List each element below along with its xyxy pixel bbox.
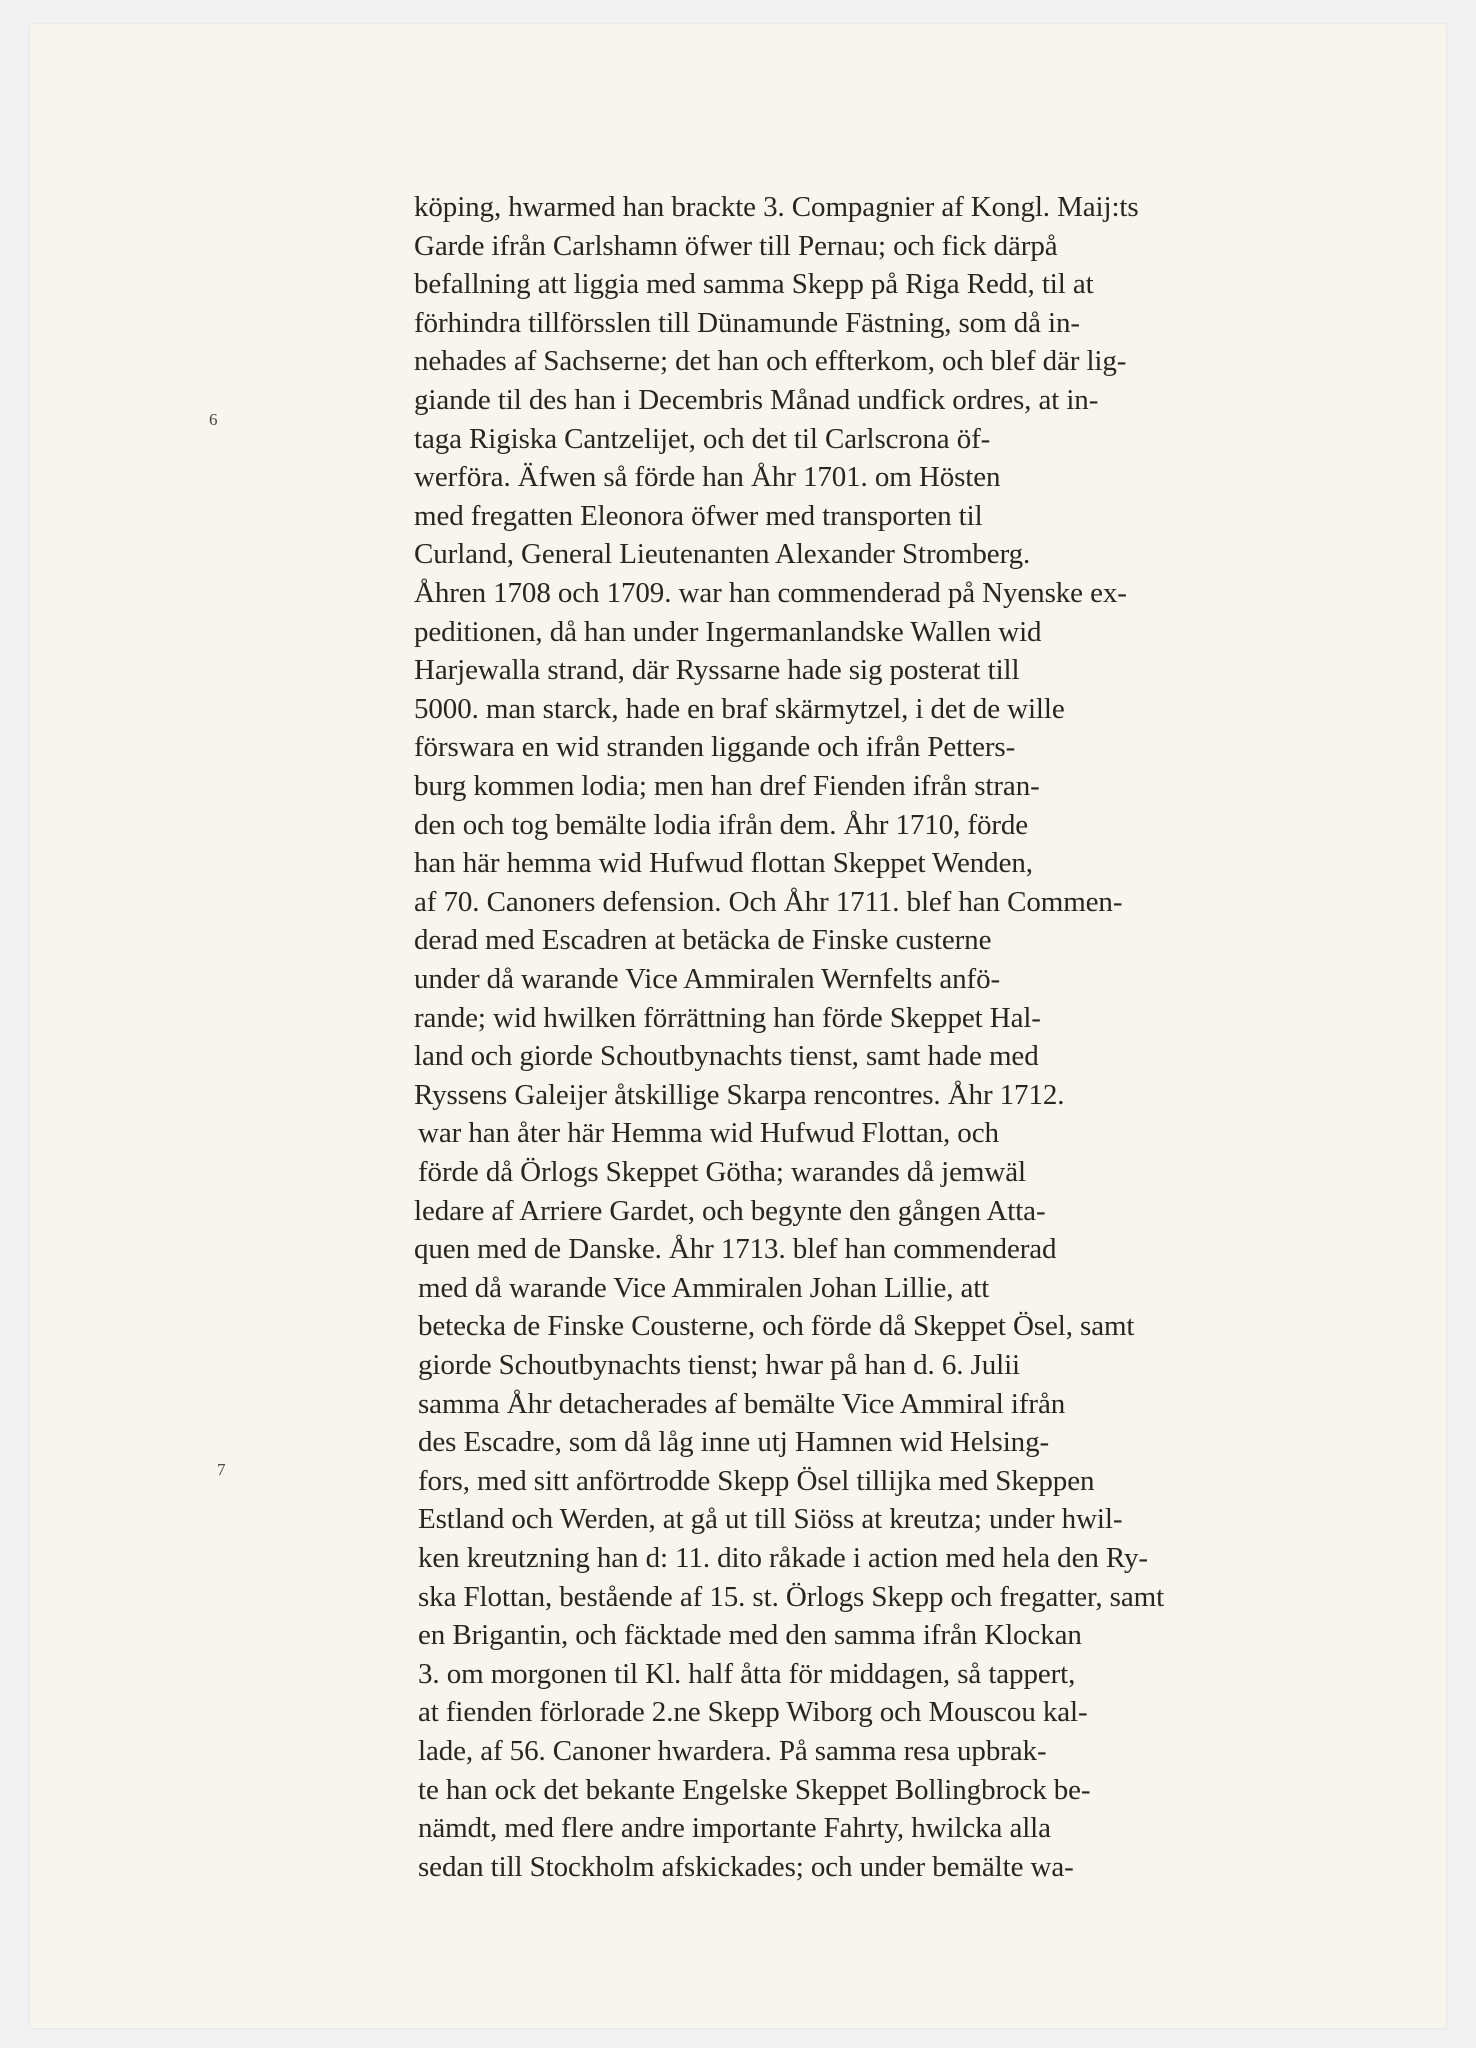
text-line: ledare af Arriere Gardet, och begynte den gången Atta- xyxy=(414,1194,1046,1227)
margin-line-number: 7 xyxy=(217,1460,226,1479)
text-line: land och giorde Schoutbynachts tienst, samt hade med xyxy=(414,1040,1039,1073)
text-line: med då warande Vice Ammiralen Johan Lillie, att xyxy=(418,1271,990,1304)
text-line: werföra. Äfwen så förde han Åhr 1701. om Hösten xyxy=(414,461,1001,494)
text-line: samma Åhr detacherades af bemälte Vice Ammiral ifrån xyxy=(418,1387,1066,1420)
text-line: derad med Escadren at betäcka de Finske custerne xyxy=(414,924,992,957)
text-line: rande; wid hwilken förrättning han förde Skeppet Hal- xyxy=(414,1001,1041,1034)
margin-line-number: 6 xyxy=(209,410,218,429)
text-line: af 70. Canoners defension. Och Åhr 1711. blef han Commen- xyxy=(414,885,1123,918)
text-line: at fienden förlorade 2.ne Skepp Wiborg och Mouscou kal- xyxy=(418,1696,1088,1729)
text-line: taga Rigiska Cantzelijet, och det til Carlscrona öf- xyxy=(414,422,991,455)
document-page xyxy=(30,24,1446,2028)
text-line: förhindra tillförsslen till Dünamunde Fästning, som då in- xyxy=(414,306,1080,339)
text-line: nämdt, med flere andre importante Fahrty, hwilcka alla xyxy=(418,1812,1051,1845)
text-line: giande til des han i Decembris Månad undfick ordres, at in- xyxy=(414,384,1099,416)
text-line: quen med de Danske. Åhr 1713. blef han commenderad xyxy=(414,1233,1057,1266)
text-line: nehades af Sachserne; det han och effterkom, och blef där lig- xyxy=(414,345,1127,378)
text-line: under då warande Vice Ammiralen Wernfelts anfö- xyxy=(414,963,1001,995)
text-line: en Brigantin, och fäcktade med den samma ifrån Klockan xyxy=(418,1619,1082,1652)
text-line: befallning att liggia med samma Skepp på Riga Redd, til at xyxy=(414,268,1094,301)
text-line: köping, hwarmed han brackte 3. Compagnier af Kongl. Maij:ts xyxy=(414,191,1139,223)
text-line: Åhren 1708 och 1709. war han commenderad på Nyenske ex- xyxy=(414,577,1127,609)
text-line: war han åter här Hemma wid Hufwud Flottan, och xyxy=(418,1117,999,1150)
text-line: 3. om morgonen til Kl. half åtta för middagen, så tappert, xyxy=(418,1657,1076,1690)
text-line: ken kreutzning han d: 11. dito råkade i action med hela den Ry- xyxy=(418,1542,1148,1574)
text-line: giorde Schoutbynachts tienst; hwar på han d. 6. Julii xyxy=(418,1349,1020,1381)
text-line: Garde ifrån Carlshamn öfwer till Pernau; och fick därpå xyxy=(414,229,1058,262)
text-line: förswara en wid stranden liggande och ifrån Petters- xyxy=(414,731,1016,764)
text-line: fors, med sitt anförtrodde Skepp Ösel tillijka med Skeppen xyxy=(418,1464,1095,1497)
text-line: han här hemma wid Hufwud flottan Skeppet Wenden, xyxy=(414,847,1033,880)
text-line: den och tog bemälte lodia ifrån dem. Åhr 1710, förde xyxy=(414,808,1029,841)
text-line: med fregatten Eleonora öfwer med transporten til xyxy=(414,499,983,532)
text-line: sedan till Stockholm afskickades; och under bemälte wa- xyxy=(418,1850,1074,1883)
text-line: 5000. man starck, hade en braf skärmytzel, i det de wille xyxy=(414,692,1065,725)
text-line: lade, af 56. Canoner hwardera. På samma resa upbrak- xyxy=(418,1735,1047,1767)
text-line: betecka de Finske Cousterne, och förde då Skeppet Ösel, samt xyxy=(418,1310,1135,1343)
text-line: Harjewalla strand, där Ryssarne hade sig posterat till xyxy=(414,654,1020,687)
text-line: Estland och Werden, at gå ut till Siöss at kreutza; under hwil- xyxy=(418,1503,1123,1536)
text-line: förde då Örlogs Skeppet Götha; warandes då jemwäl xyxy=(418,1156,1026,1188)
text-line: te han ock det bekante Engelske Skeppet Bollingbrock be- xyxy=(418,1773,1091,1806)
text-line: des Escadre, som då låg inne utj Hamnen wid Helsing- xyxy=(418,1426,1050,1459)
text-line: Ryssens Galeijer åtskillige Skarpa rencontres. Åhr 1712. xyxy=(414,1078,1065,1111)
text-line: burg kommen lodia; men han dref Fienden ifrån stran- xyxy=(414,770,1040,802)
text-line: ska Flottan, bestående af 15. st. Örlogs Skepp och fregatter, samt xyxy=(418,1580,1165,1613)
text-line: Curland, General Lieutenanten Alexander Stromberg. xyxy=(414,538,1031,571)
text-line: peditionen, då han under Ingermanlandske Wallen wid xyxy=(414,615,1042,648)
